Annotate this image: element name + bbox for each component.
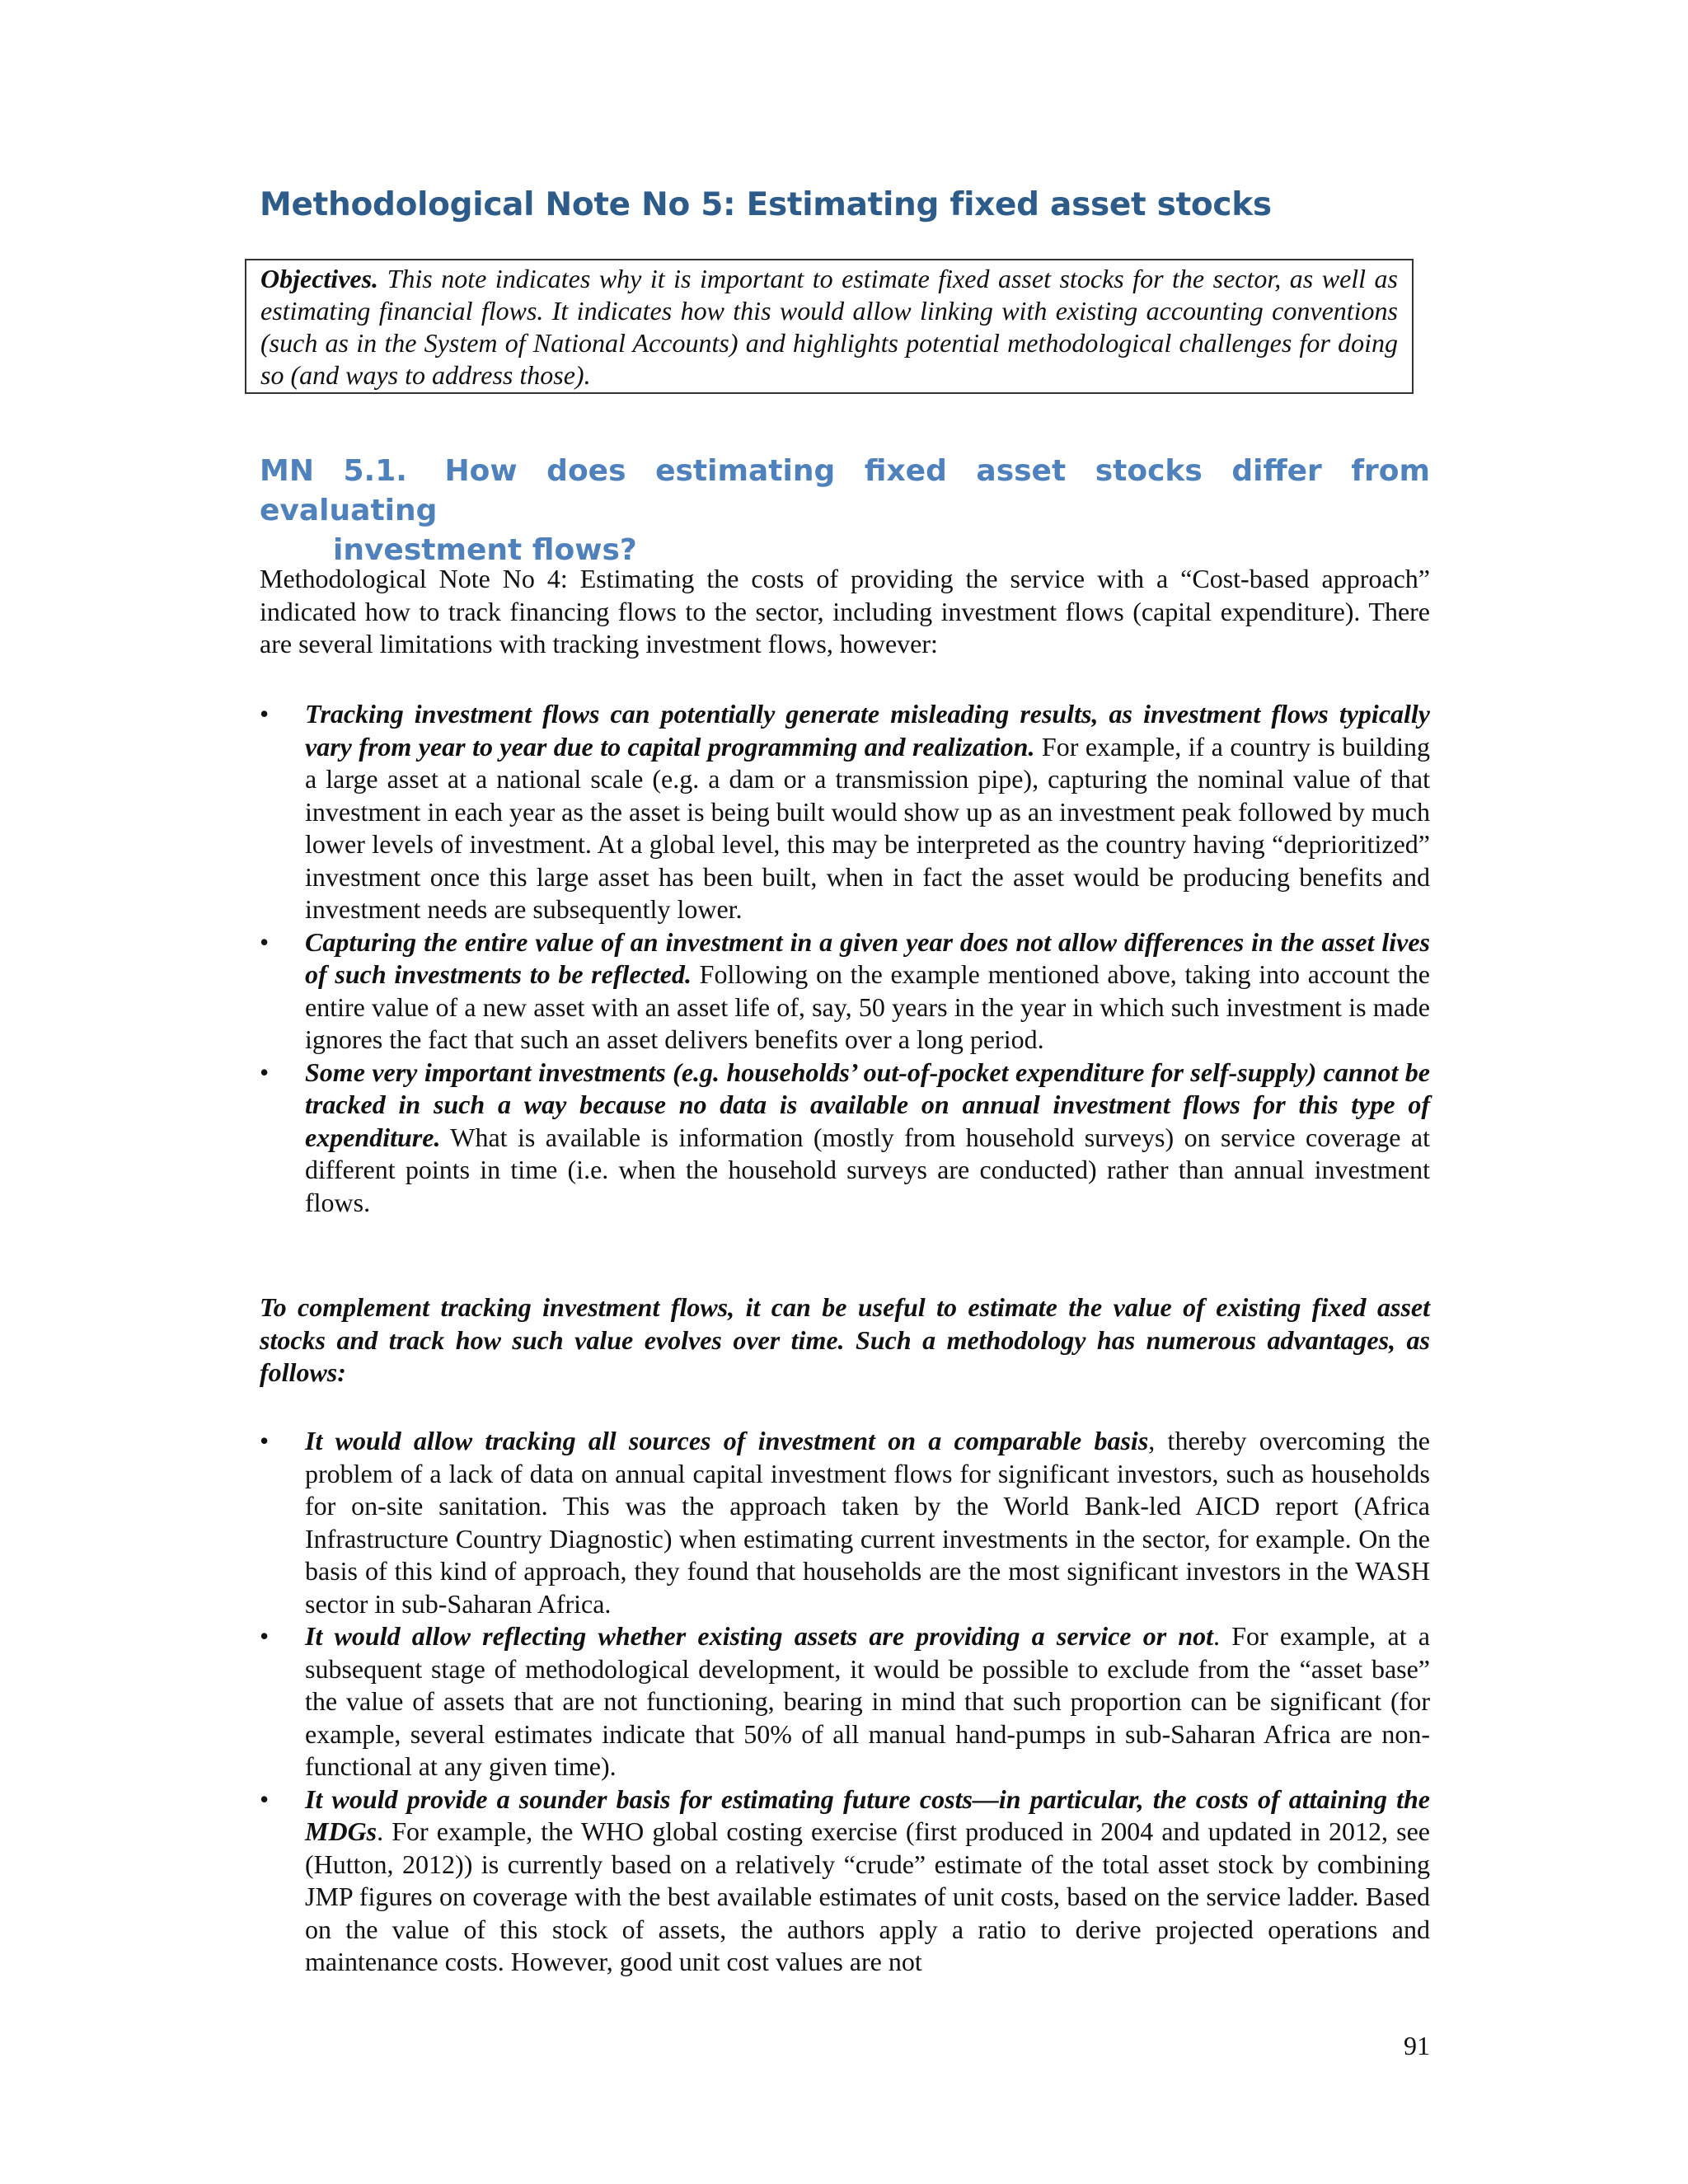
list-item-lead: It would allow tracking all sources of investment on a comparable basis	[305, 1426, 1149, 1455]
list-item	[260, 1783, 1430, 1979]
bullet-glyph: •	[260, 699, 270, 729]
objectives-text: This note indicates why it is important to estimate fixed asset stocks for the sector, as well as estimating financial flows. It indicates how this would allow linking with existing accounting conventions (such as in the System of National Accounts) and highlights potential methodological challenges for doing so (and ways to address those).	[260, 264, 1399, 390]
list-item-text: Following on the example mentioned above, taking into account the entire value of a new asset with an asset life of, say, 50 years in the year in which such investment is made ignores the fact that such an asset delivers benefits over a long period.	[305, 959, 1431, 1054]
list-item-lead: It would provide a sounder basis for estimating future costs—in particular, the costs of attaining the MDGs	[305, 1783, 1430, 1846]
limitations-list	[260, 698, 1430, 1219]
page-title: Methodological Note No 5: Estimating fixed asset stocks	[260, 186, 1272, 223]
list-item-text: . For example, at a subsequent stage of methodological development, it would be possible to exclude from the “asset base” the value of assets that are not functioning, bearing in mind that such proportion can be significant (for example, several estimates indicate that 50% of all manual hand-pumps in sub-Saharan Africa are non-functional at any given time).	[305, 1621, 1431, 1781]
list-item-text: . For example, the WHO global costing exercise (first produced in 2004 and updated in 2012, see (Hutton, 2012)) is currently based on a relatively “crude” estimate of the total asset stock by combining JMP figures on coverage with the best available estimates of unit costs, based on the service ladder. Based on the value of this stock of assets, the authors apply a ratio to derive projected operations and maintenance costs. However, good unit cost values are not	[305, 1816, 1430, 1976]
list-item	[260, 1620, 1430, 1783]
section-heading-line1: How does estimating fixed asset stocks differ from evaluating	[260, 454, 1430, 527]
intro-paragraph: Methodological Note No 4: Estimating the costs of providing the service with a “Cost-based approach” indicated how to track financing flows to the sector, including investment flows (capital expenditure). There are several limitations with tracking investment flows, however:	[260, 564, 1430, 658]
list-item	[260, 1057, 1430, 1220]
section-heading	[260, 452, 1430, 570]
list-item	[260, 926, 1430, 1057]
list-item-lead: Tracking investment flows can potentially generate misleading results, as investment flows typically vary from year to year due to capital programming and realization.	[305, 699, 1430, 762]
bullet-glyph: •	[260, 1621, 270, 1651]
page-number: 91	[1404, 2031, 1430, 2060]
list-item-text: For example, if a country is building a large asset at a national scale (e.g. a dam or a transmission pipe), capturing the nominal value of that investment in each year as the asset is being built would show up as an investment peak followed by much lower levels of investment. At a global level, this may be interpreted as the country having “deprioritized” investment once this large asset has been built, when in fact the asset would be producing benefits and investment needs are subsequently lower.	[305, 731, 1431, 924]
list-item-lead: It would allow reflecting whether existing assets are providing a service or not	[305, 1621, 1214, 1651]
list-item-lead: Capturing the entire value of an investment in a given year does not allow differences in the asset lives of such investments to be reflected.	[305, 926, 1430, 989]
document-page	[260, 0, 1430, 2184]
bullet-glyph: •	[260, 1057, 270, 1087]
list-item-text: What is available is information (mostly from household surveys) on service coverage at different points in time (i.e. when the household surveys are conducted) rather than annual investment flows.	[305, 1122, 1430, 1217]
bullet-glyph: •	[260, 1426, 270, 1455]
list-item	[260, 698, 1430, 926]
section-heading-line2: investment flows?	[333, 533, 637, 567]
list-item-text: , thereby overcoming the problem of a lack of data on annual capital investment flows for significant investors, such as households for on-site sanitation. This was the approach taken by the World Bank-led AICD report (Africa Infrastructure Country Diagnostic) when estimating current investments in the sector, for example. On the basis of this kind of approach, they found that households are the most significant investors in the WASH sector in sub-Saharan Africa.	[305, 1426, 1431, 1619]
bullet-glyph: •	[260, 926, 270, 957]
list-item	[260, 1425, 1430, 1620]
advantages-list	[260, 1425, 1430, 1979]
section-number: MN 5.1.	[260, 454, 407, 488]
complement-paragraph: To complement tracking investment flows, it can be useful to estimate the value of existing fixed asset stocks and track how such value evolves over time. Such a methodology has numerous advantages, as follows:	[260, 1292, 1430, 1387]
objectives-label: Objectives.	[260, 264, 379, 293]
bullet-glyph: •	[260, 1783, 270, 1814]
objectives-box	[245, 259, 1414, 394]
list-item-lead: Some very important investments (e.g. households’ out-of-pocket expenditure for self-supply) cannot be tracked in such a way because no data is available on annual investment flows for this type of expenditure.	[305, 1057, 1430, 1152]
